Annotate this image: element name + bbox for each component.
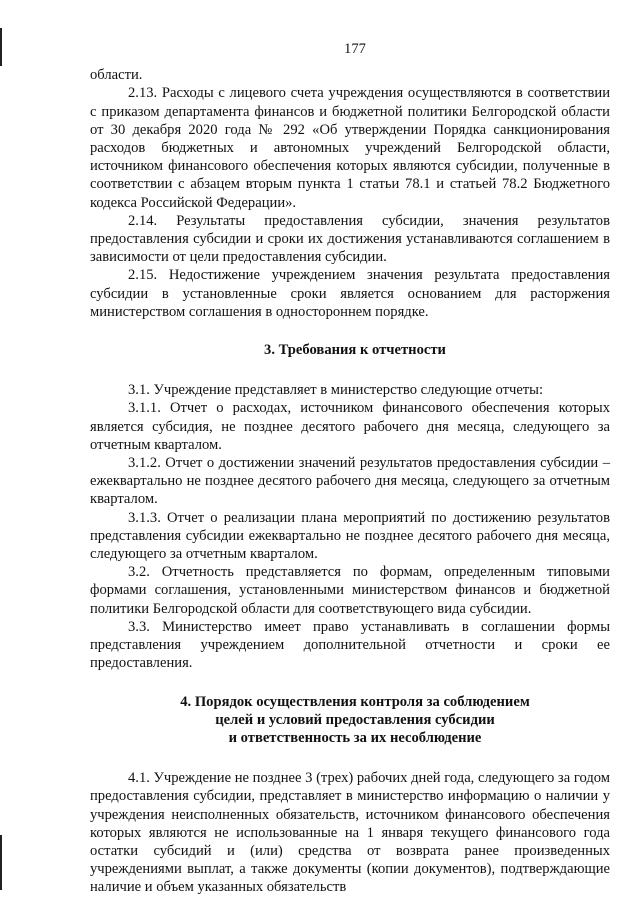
paragraph-4-1: 4.1. Учреждение не позднее 3 (трех) рабочих дней года, следующего за годом предоставления субсидии, представляет в министерство информацию о наличии у учреждения неисполненных обязательств, источником финансового обеспечения которых являются не использованные на 1 января текущего финансового года остатки субсидий и (или) средства от возврата ранее произведенных учреждениями выплат, а также документы (копии документов), подтверждающие наличие и объем указанных обязательств [90,770,610,896]
paragraph-2-15: 2.15. Недостижение учреждением значения результата предоставления субсидии в установленные сроки является основанием для расторжения министерством соглашения в одностороннем порядке. [90,267,610,320]
section-4-heading [90,693,610,748]
paragraph-3-1-3: 3.1.3. Отчет о реализации плана мероприятий по достижению результатов представления субсидии ежеквартально не позднее десятого рабочего дня месяца, следующего за отчетным кварталом. [90,509,610,563]
paragraph-3-1: 3.1. Учреждение представляет в министерство следующие отчеты: [128,382,544,399]
paragraph-3-3: 3.3. Министерство имеет право устанавливать в соглашении формы представления учреждением дополнительной отчетности и сроки ее предоставления. [90,618,610,672]
paragraph-2-13: 2.13. Расходы с лицевого счета учреждения осуществляются в соответствии с приказом департамента финансов и бюджетной политики Белгородской области от 30 декабря 2020 года № 292 «Об утверждении Порядка санкционирования расходов бюджетных и автономных учреждений Белгородской области, источником финансового обеспечения которых являются субсидии, полученные в соответствии с абзацем вторым пункта 1 статьи 78.1 и статьей 78.2 Бюджетного кодекса Российской Федерации». [90,85,610,211]
scan-edge-mark [0,835,2,890]
page-number: 177 [344,41,366,57]
paragraph-3-1-2: 3.1.2. Отчет о достижении значений результатов предоставления субсидии – ежеквартально не позднее десятого рабочего дня месяца, следующего за отчетным кварталом. [90,455,610,508]
section-4-heading-line: целей и условий предоставления субсидии [215,711,495,728]
scan-edge-mark [0,28,2,66]
paragraph-2-14: 2.14. Результаты предоставления субсидии, значения результатов предоставления субсидии и сроки их достижения устанавливаются соглашением в зависимости от цели предоставления субсидии. [90,212,610,266]
paragraph-3-1-1: 3.1.1. Отчет о расходах, источником финансового обеспечения которых является субсидия, не позднее десятого рабочего дня месяца, следующего за отчетным кварталом. [90,400,610,453]
paragraph-3-2: 3.2. Отчетность представляется по формам, определенным типовыми формами соглашения, установленными министерством финансов и бюджетной политики Белгородской области для соответствующего вида субсидии. [90,564,610,617]
section-4-heading-line: и ответственность за их несоблюдение [228,729,482,746]
paragraph: области. [90,67,143,84]
section-4-heading-line: 4. Порядок осуществления контроля за соблюдением [180,693,530,710]
document-page [90,40,610,897]
section-3-heading: 3. Требования к отчетности [264,342,446,359]
